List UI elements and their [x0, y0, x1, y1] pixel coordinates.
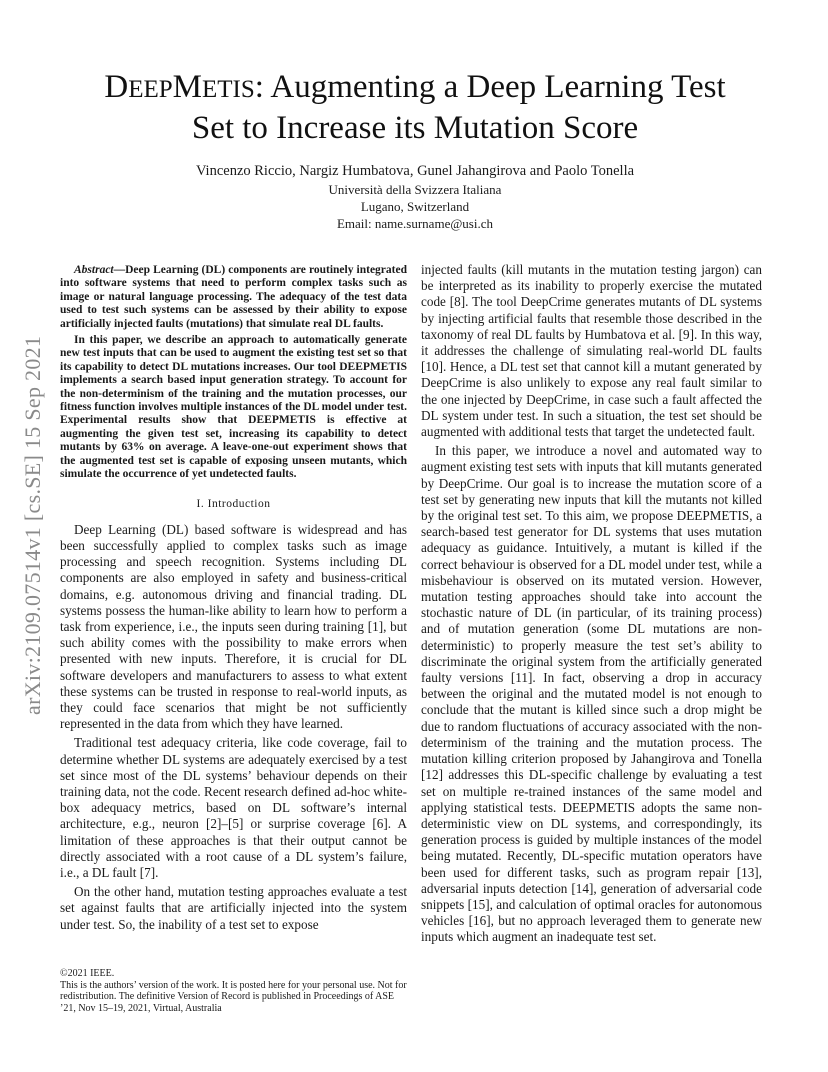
- title-line-2: Set to Increase its Mutation Score: [191, 110, 639, 146]
- affiliation-city: Lugano, Switzerland: [360, 199, 470, 214]
- arxiv-identifier-stamp: arXiv:2109.07514v1 [cs.SE] 15 Sep 2021: [20, 335, 45, 715]
- footnote: [60, 968, 407, 1014]
- right-paragraph-2: In this paper, we introduce a novel and automated way to augment existing test sets with inputs that kill mutants generated by DeepCrime. Our goal is to increase the mutation score of a test set by generating new inputs that kill the mutants not killed by the original test set. To this aim, we propose DEEPMETIS, a search-based test generator for DL systems that uses mutation adequacy as guidance. Intuitively, a mutant is killed if the correct behaviour is observed for a DL model under test, while a misbehaviour is observed on its mutated version. However, mutation testing approaches should take into account the stochastic nature of DL (in particular, of its training process) and of mutation generation (some DL mutations are non-deterministic) to properly measure the test set’s ability to discriminate the original system from the artificially generated faulty versions [11]. In fact, observing a drop in accuracy between the original and the mutated model is not enough to conclude that the mutant is killed since such a drop might be due to random fluctuations of accuracy associated with the non-determinism of the training and the mutation process. The mutation killing criterion proposed by Jahangirova and Tonella [12] addresses this DL-specific challenge by evaluating a test set on multiple re-trained instances of the same model and applying statistical tests. DEEPMETIS adopts the same non-deterministic view on DL systems, and correspondingly, its generation process is guided by multiple instances of the model being mutated. Recently, DL-specific mutation operators have been used for different tasks, such as program repair [13], adversarial inputs detection [14], generation of adversarial code snippets [15], and calculation of optimal oracles for autonomous vehicles [16], but no approach leveraged them to generate new inputs which augment an inadequate test set.: [421, 443, 762, 945]
- left-column: [60, 264, 407, 933]
- title-eep: EEP: [128, 76, 173, 103]
- title-d: D: [104, 69, 129, 105]
- affiliation-email: Email: name.surname@usi.ch: [336, 216, 493, 231]
- abstract-paragraph-1: [60, 264, 407, 331]
- intro-paragraph-3: On the other hand, mutation testing approaches evaluate a test set against faults that are artificially injected into the system under test. So, the inability of a test set to expose: [60, 884, 407, 932]
- author-list: Vincenzo Riccio, Nargiz Humbatova, Gunel Jahangirova and Paolo Tonella: [195, 163, 635, 179]
- title-line-1-rest: : Augmenting a Deep Learning Test: [254, 69, 726, 105]
- section-heading-introduction: I. Introduction: [196, 497, 271, 510]
- intro-paragraph-1: Deep Learning (DL) based software is widespread and has been successfully applied to complex tasks such as image processing and speech recognition. Systems including DL components are also employed in safety and business-critical domains, e.g. autonomous driving and financial trading. DL systems possess the human-like ability to learn how to perform a task from experience, i.e., the inputs seen during training [1], but such ability comes with the possibility to make errors when presented with new inputs. Therefore, it is crucial for DL software developers and manufacturers to assess to what extent these systems can be trusted in response to real-world inputs, as they could face scenarios that might be not sufficiently represented in the data from which they have learned.: [60, 521, 407, 732]
- affiliation-university: Università della Svizzera Italiana: [328, 182, 502, 197]
- paper-title: [70, 68, 760, 147]
- right-paragraph-1: injected faults (kill mutants in the mutation testing jargon) can be interpreted as its inability to properly exercise the mutated code [8]. The tool DeepCrime generates mutants of DL systems by injecting artificial faults that resemble those described in the taxonomy of real DL faults by Humbatova et al. [9]. In this way, it addresses the challenge of simulating real-world DL faults [10]. Hence, a DL test set that cannot kill a mutant generated by DeepCrime is also unlikely to expose any real fault similar to the one injected by DeepCrime, in case such a fault affected the DL system under test. In such a situation, the test set should be augmented with additional tests that target the undetected fault.: [421, 262, 762, 440]
- intro-paragraph-2: Traditional test adequacy criteria, like code coverage, fail to determine whether DL systems are adequately exercised by a test set since most of the DL systems’ behaviour depends on their training data, not the code. Recent research defined ad-hoc white-box adequacy metrics, based on DL software’s internal architecture, e.g., neuron [2]–[5] or surprise coverage [6]. A limitation of these approaches is that their output cannot be directly associated with a root cause of a DL system’s failure, i.e., a DL fault [7].: [60, 735, 407, 880]
- abstract-text-1: —Deep Learning (DL) components are routinely integrated into software systems that need to perform complex tasks such as image or natural language processing. The adequacy of the test data used to test such systems can be assessed by their ability to expose artificially injected faults (mutations) that simulate real DL faults.: [60, 264, 407, 330]
- copyright-line: ©2021 IEEE.: [60, 968, 115, 979]
- abstract-paragraph-2: In this paper, we describe an approach to automatically generate new test inputs that can be used to augment the existing test set so that its capability to detect DL mutations increases. Our tool DEEPMETIS implements a search based input generation strategy. To account for the non-determinism of the training and the mutation processes, our fitness function involves multiple instances of the DL model under test. Experimental results show that DEEPMETIS is effective at augmenting the given test set, increasing its capability to detect mutants by 63% on average. A leave-one-out experiment shows that the augmented test set is capable of exposing unseen mutants, which simulate the occurrence of yet undetected faults.: [60, 334, 407, 481]
- title-m: M: [172, 69, 202, 105]
- version-note: This is the authors’ version of the work. It is posted here for your personal use. Not for redistribution. The definitive Version of Record is published in Proceedings of ASE ’21, Nov 15–19, 2021, Virtual, Australia: [60, 979, 407, 1014]
- title-etis: ETIS: [201, 76, 255, 103]
- abstract-label: Abstract: [74, 264, 114, 276]
- abstract: [60, 264, 407, 482]
- right-column: [421, 262, 762, 946]
